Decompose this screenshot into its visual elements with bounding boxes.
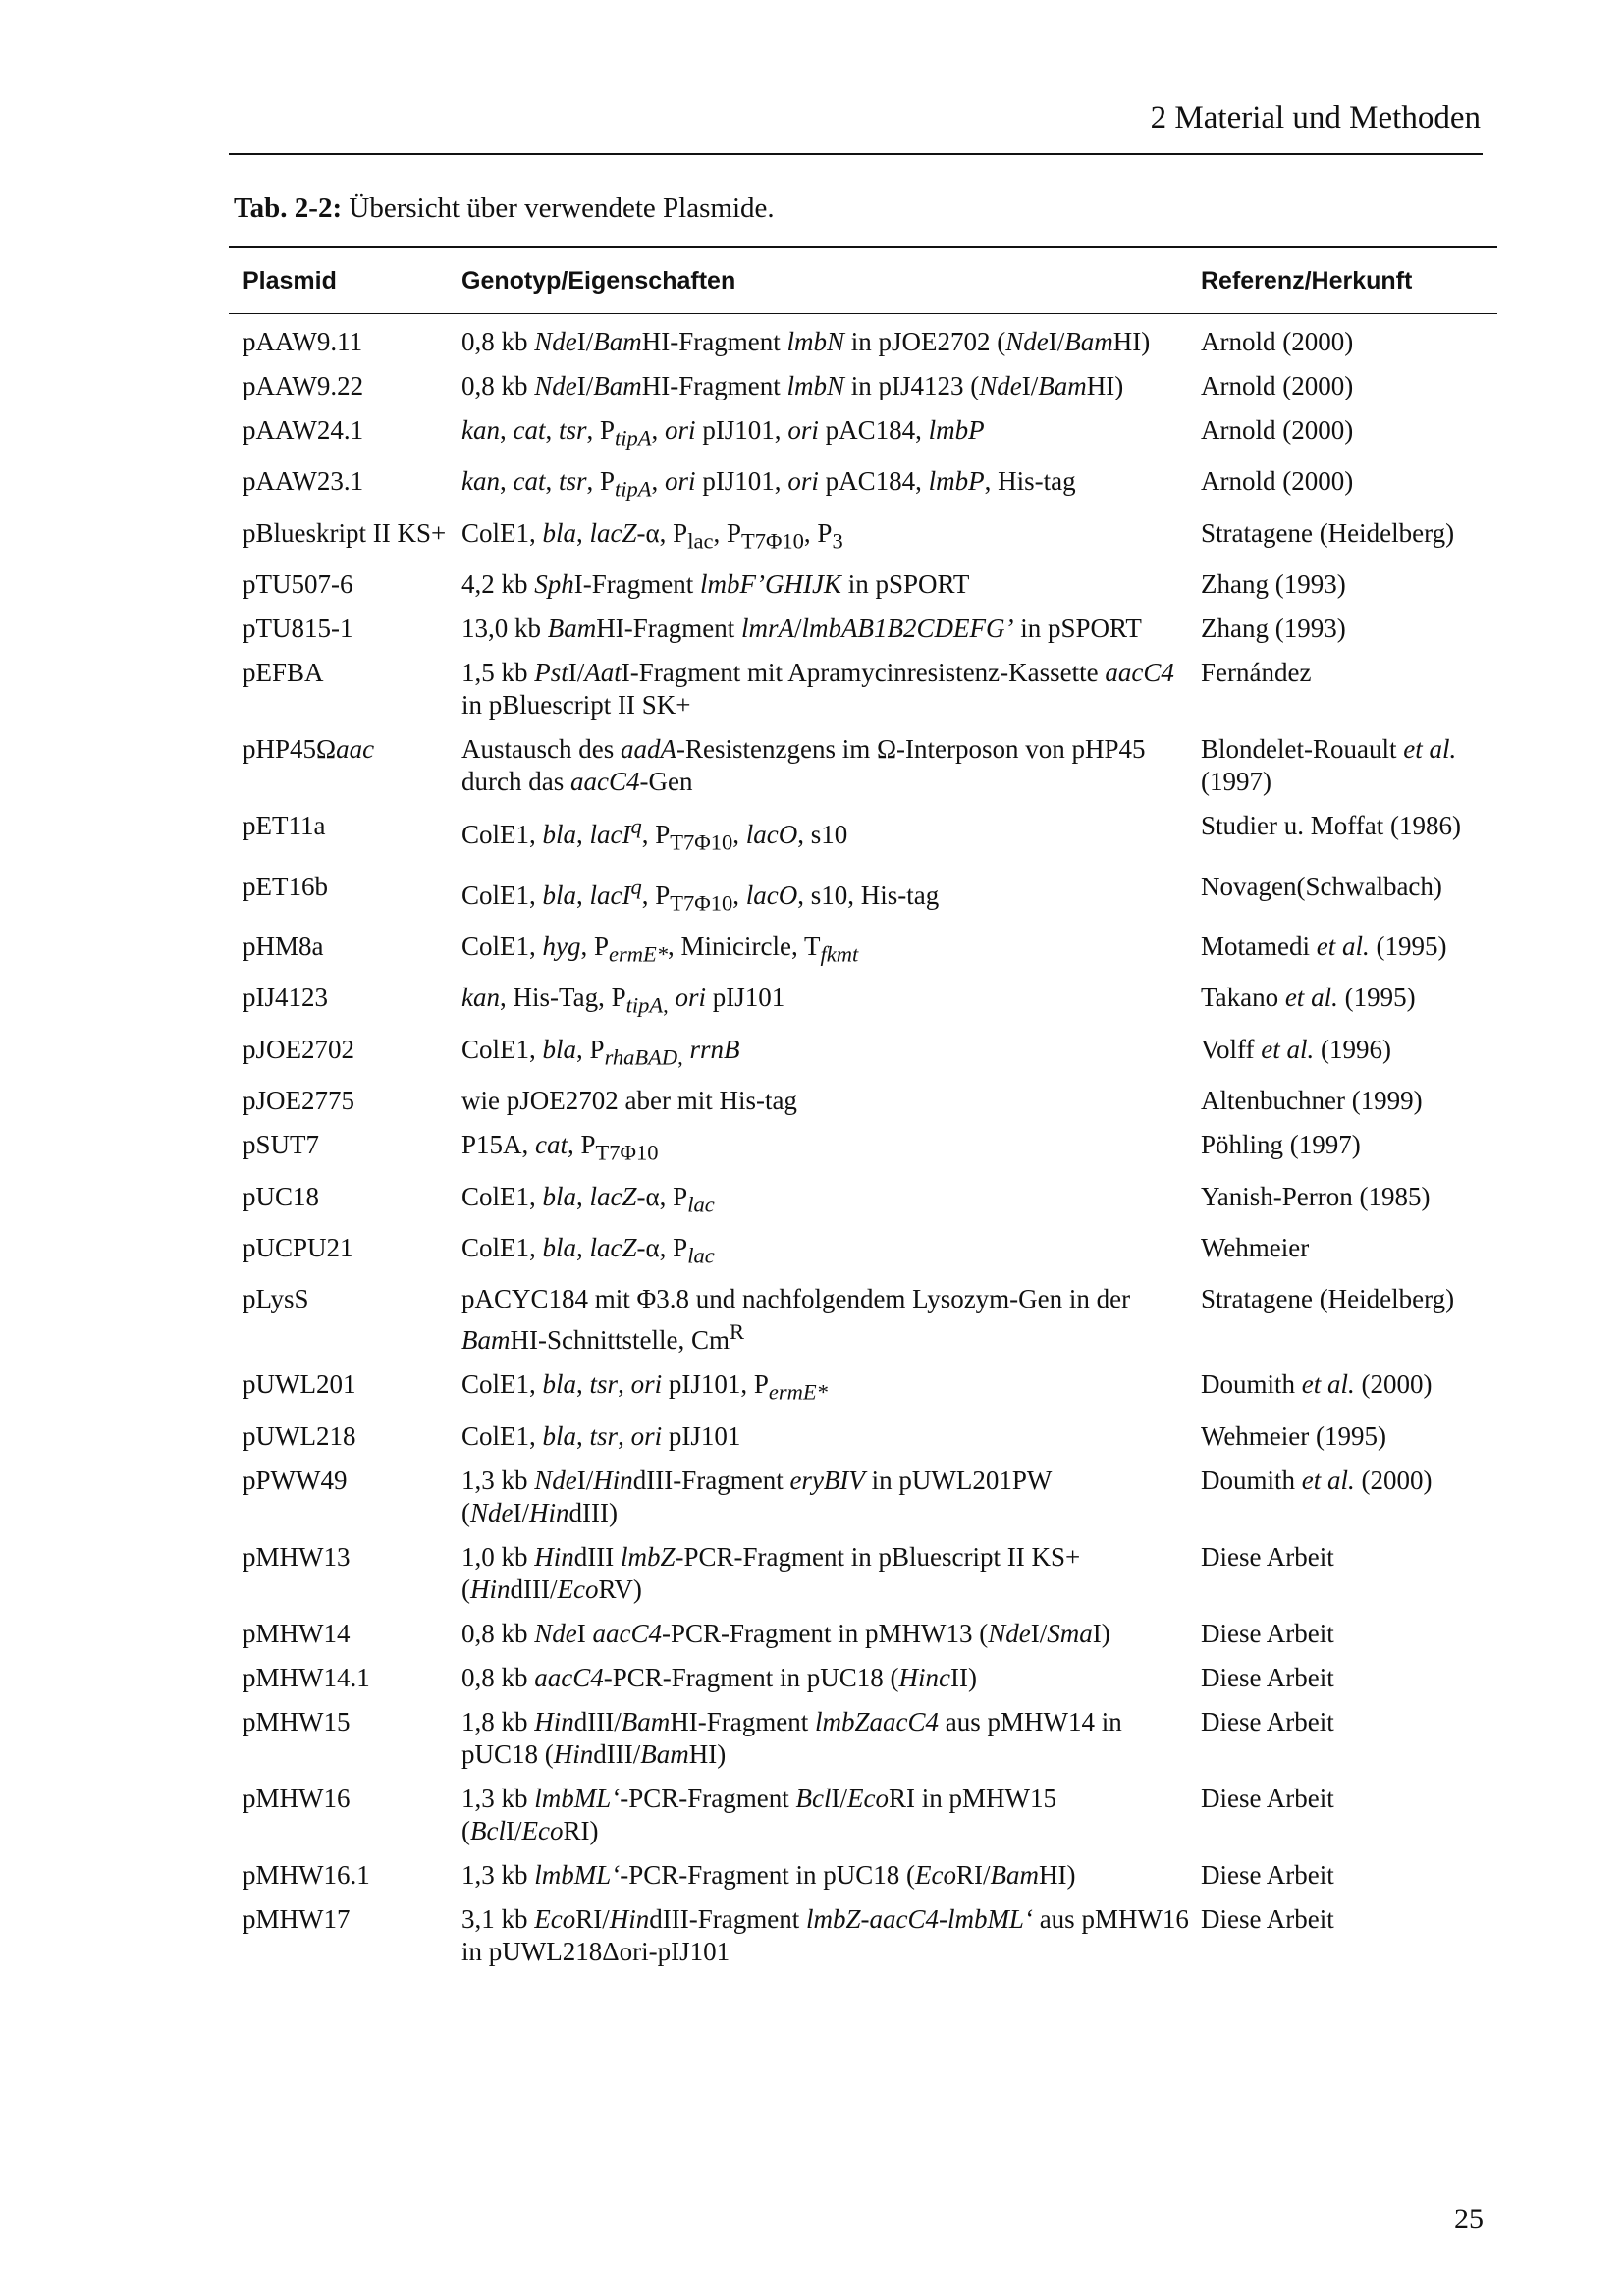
cell-plasmid: pAAW9.11	[243, 327, 363, 356]
cell-reference: Arnold (2000)	[1201, 327, 1354, 356]
cell-reference: Diese Arbeit	[1201, 1783, 1334, 1813]
cell-reference: Doumith et al. (2000)	[1201, 1369, 1433, 1400]
table-row	[229, 326, 1497, 358]
cell-plasmid: pIJ4123	[243, 983, 328, 1013]
cell-genotype: ColE1, bla, lacZ-α, $P_{lac}$	[461, 1232, 715, 1268]
table-row	[229, 370, 1497, 402]
table-row	[229, 1465, 1497, 1529]
cell-reference: Diese Arbeit	[1201, 1706, 1334, 1736]
table-row	[229, 1420, 1497, 1453]
cell-reference: Yanish-Perron (1985)	[1201, 1181, 1431, 1211]
table-row	[229, 1662, 1497, 1694]
cell-genotype: 4,2 kb SphI-Fragment lmbF’GHIJK in pSPORT	[461, 569, 970, 600]
cell-genotype: ColE1, bla, tsr, ori pIJ101, $P_{ermE*}$	[461, 1369, 828, 1405]
table-row	[229, 1783, 1497, 1847]
table-body	[229, 314, 1497, 1968]
table-row	[229, 1368, 1497, 1408]
cell-plasmid: pUC18	[243, 1181, 320, 1211]
cell-genotype: 0,8 kb NdeI/BamHI-Fragment lmbN in pIJ4123 (NdeI/BamHI)	[461, 371, 1124, 400]
cell-reference: Diese Arbeit	[1201, 1618, 1334, 1648]
cell-genotype: 0,8 kb NdeI aacC4-PCR-Fragment in pMHW13 (NdeI/SmaI)	[461, 1618, 1110, 1648]
cell-genotype: wie pJOE2702 aber mit His-tag	[461, 1086, 797, 1116]
cell-reference: Arnold (2000)	[1201, 466, 1354, 497]
cell-plasmid: pJOE2775	[243, 1086, 354, 1116]
column-header-reference: Referenz/Herkunft	[1201, 267, 1413, 294]
cell-reference: Novagen(Schwalbach)	[1201, 871, 1442, 901]
cell-reference: Pöhling (1997)	[1201, 1130, 1361, 1160]
cell-genotype: ColE1, bla, lacZ-α, $P_{lac}$	[461, 1181, 715, 1216]
cell-genotype: 0,8 kb aacC4-PCR-Fragment in pUC18 (HincII)	[461, 1662, 977, 1692]
running-header	[229, 98, 1483, 155]
cell-reference: Wehmeier	[1201, 1232, 1310, 1262]
cell-reference: Diese Arbeit	[1201, 1541, 1334, 1572]
column-header-plasmid: Plasmid	[243, 267, 337, 294]
cell-reference: Stratagene (Heidelberg)	[1201, 517, 1455, 548]
cell-reference: Fernández	[1201, 658, 1312, 688]
cell-genotype: ColE1, bla, lacZ-α, $P_{lac}$, $P_{T7\Phi 10}$, $P_3$	[461, 517, 843, 554]
cell-genotype: 1,5 kb PstI/AatI-Fragment mit Apramycinresistenz-Kassette aacC4 in pBluescript II SK+	[461, 658, 1174, 721]
cell-plasmid: pAAW24.1	[243, 415, 364, 445]
cell-genotype: kan, His-Tag, $P_{tipA,}$ ori pIJ101	[461, 983, 785, 1018]
table-row	[229, 1232, 1497, 1271]
cell-plasmid: pMHW13	[243, 1541, 351, 1572]
table-row	[229, 1283, 1497, 1357]
chapter-title: 2 Material und Methoden	[1150, 100, 1481, 135]
table-header-row	[229, 248, 1497, 314]
cell-plasmid: pBlueskript II KS+	[243, 517, 447, 548]
cell-reference: Stratagene (Heidelberg)	[1201, 1284, 1455, 1314]
cell-reference: Arnold (2000)	[1201, 415, 1354, 445]
cell-plasmid: pHM8a	[243, 931, 324, 961]
table-row	[229, 810, 1497, 858]
table-row	[229, 1034, 1497, 1073]
table-row	[229, 613, 1497, 645]
cell-reference: Blondelet-Rouault et al. (1997)	[1201, 734, 1457, 797]
cell-plasmid: pMHW14.1	[243, 1662, 370, 1692]
cell-plasmid: pAAW9.22	[243, 371, 364, 400]
cell-genotype: ColE1, bla, lacI$^q$, $P_{T7\Phi 10}$, lacO, s10	[461, 814, 848, 855]
table-caption-text: Übersicht über verwendete Plasmide.	[349, 192, 775, 224]
cell-plasmid: pMHW14	[243, 1618, 351, 1648]
cell-plasmid: pUCPU21	[243, 1232, 353, 1262]
cell-plasmid: pMHW16.1	[243, 1859, 370, 1890]
cell-reference: Studier u. Moffat (1986)	[1201, 811, 1461, 841]
table-row	[229, 1618, 1497, 1650]
cell-reference: Motamedi et al. (1995)	[1201, 931, 1447, 961]
cell-genotype: 0,8 kb NdeI/BamHI-Fragment lmbN in pJOE2702 (NdeI/BamHI)	[461, 327, 1151, 356]
column-header-genotype: Genotyp/Eigenschaften	[461, 267, 736, 294]
cell-genotype: Austausch des aadA-Resistenzgens im Ω-Interposon von pHP45 durch das aacC4-Gen	[461, 734, 1146, 797]
table-row	[229, 1541, 1497, 1606]
cell-plasmid: pSUT7	[243, 1130, 320, 1160]
cell-reference: Diese Arbeit	[1201, 1662, 1334, 1692]
cell-reference: Zhang (1993)	[1201, 569, 1346, 600]
table-row	[229, 1903, 1497, 1968]
cell-genotype: ColE1, bla, $P_{rhaBAD,}$ rrnB	[461, 1034, 740, 1070]
cell-reference: Arnold (2000)	[1201, 371, 1354, 400]
cell-plasmid: pJOE2702	[243, 1034, 354, 1064]
cell-plasmid: pHP45Ωaac	[243, 734, 375, 765]
cell-plasmid: pMHW17	[243, 1903, 351, 1934]
table-row	[229, 657, 1497, 721]
cell-genotype: 1,0 kb HindIII lmbZ-PCR-Fragment in pBluescript II KS+ (HindIII/EcoRV)	[461, 1541, 1081, 1604]
table-row	[229, 871, 1497, 919]
cell-plasmid: pUWL218	[243, 1420, 356, 1451]
cell-reference: Doumith et al. (2000)	[1201, 1465, 1433, 1495]
cell-reference: Takano et al. (1995)	[1201, 983, 1416, 1013]
cell-reference: Wehmeier (1995)	[1201, 1420, 1386, 1451]
table-row	[229, 982, 1497, 1021]
cell-genotype: kan, cat, tsr, $P_{tipA}$, ori pIJ101, ori pAC184, lmbP	[461, 415, 985, 451]
cell-reference: Zhang (1993)	[1201, 614, 1346, 644]
cell-genotype: 3,1 kb EcoRI/HindIII-Fragment lmbZ-aacC4-lmbML‘ aus pMHW16 in pUWL218Δori-pIJ101	[461, 1903, 1189, 1966]
cell-genotype: ColE1, bla, tsr, ori pIJ101	[461, 1420, 741, 1451]
table-row	[229, 733, 1497, 798]
table-caption	[234, 192, 775, 225]
cell-plasmid: pMHW15	[243, 1706, 351, 1736]
cell-genotype: pACYC184 mit Φ3.8 und nachfolgendem Lysozym-Gen in der BamHI-Schnittstelle, $Cm^R$	[461, 1284, 1131, 1356]
cell-plasmid: pLysS	[243, 1284, 309, 1314]
table-row	[229, 568, 1497, 601]
page-number: 25	[1454, 2203, 1484, 2235]
cell-reference: Volff et al. (1996)	[1201, 1034, 1391, 1064]
cell-plasmid: pUWL201	[243, 1369, 356, 1400]
cell-genotype: 1,3 kb lmbML‘-PCR-Fragment in pUC18 (EcoRI/BamHI)	[461, 1859, 1076, 1890]
table-row	[229, 517, 1497, 557]
cell-genotype: 1,8 kb HindIII/BamHI-Fragment lmbZaacC4 aus pMHW14 in pUC18 (HindIII/BamHI)	[461, 1706, 1122, 1769]
cell-genotype: 1,3 kb NdeI/HindIII-Fragment eryBIV in pUWL201PW (NdeI/HindIII)	[461, 1465, 1052, 1527]
cell-genotype: P15A, cat, $P_{T7\Phi 10}$	[461, 1130, 659, 1165]
cell-reference: Altenbuchner (1999)	[1201, 1086, 1423, 1116]
table-row	[229, 1085, 1497, 1117]
cell-plasmid: pET16b	[243, 871, 328, 901]
cell-reference: Diese Arbeit	[1201, 1903, 1334, 1934]
cell-plasmid: pTU815-1	[243, 614, 353, 644]
table-row	[229, 465, 1497, 505]
cell-genotype: 1,3 kb lmbML‘-PCR-Fragment BclI/EcoRI in pMHW15 (BclI/EcoRI)	[461, 1783, 1056, 1845]
cell-plasmid: pEFBA	[243, 658, 324, 688]
cell-plasmid: pMHW16	[243, 1783, 351, 1813]
table-caption-label: Tab. 2-2:	[234, 192, 343, 224]
cell-reference: Diese Arbeit	[1201, 1859, 1334, 1890]
table-row	[229, 414, 1497, 454]
cell-plasmid: pPWW49	[243, 1465, 348, 1495]
table-row	[229, 1706, 1497, 1771]
table-row	[229, 1129, 1497, 1168]
cell-plasmid: pAAW23.1	[243, 466, 364, 497]
cell-genotype: 13,0 kb BamHI-Fragment lmrA/lmbAB1B2CDEFG’ in pSPORT	[461, 614, 1142, 644]
table-row	[229, 1859, 1497, 1892]
table-row	[229, 1181, 1497, 1220]
cell-plasmid: pTU507-6	[243, 569, 353, 600]
cell-genotype: ColE1, bla, lacI$^q$, $P_{T7\Phi 10}$, lacO, s10, His-tag	[461, 874, 940, 915]
table-row	[229, 931, 1497, 970]
plasmid-table	[229, 246, 1497, 1980]
cell-genotype: kan, cat, tsr, $P_{tipA}$, ori pIJ101, ori pAC184, lmbP, His-tag	[461, 466, 1076, 502]
cell-plasmid: pET11a	[243, 811, 326, 841]
cell-genotype: ColE1, hyg, $P_{ermE*}$, Minicircle, $T_{fkmt}$	[461, 931, 859, 967]
